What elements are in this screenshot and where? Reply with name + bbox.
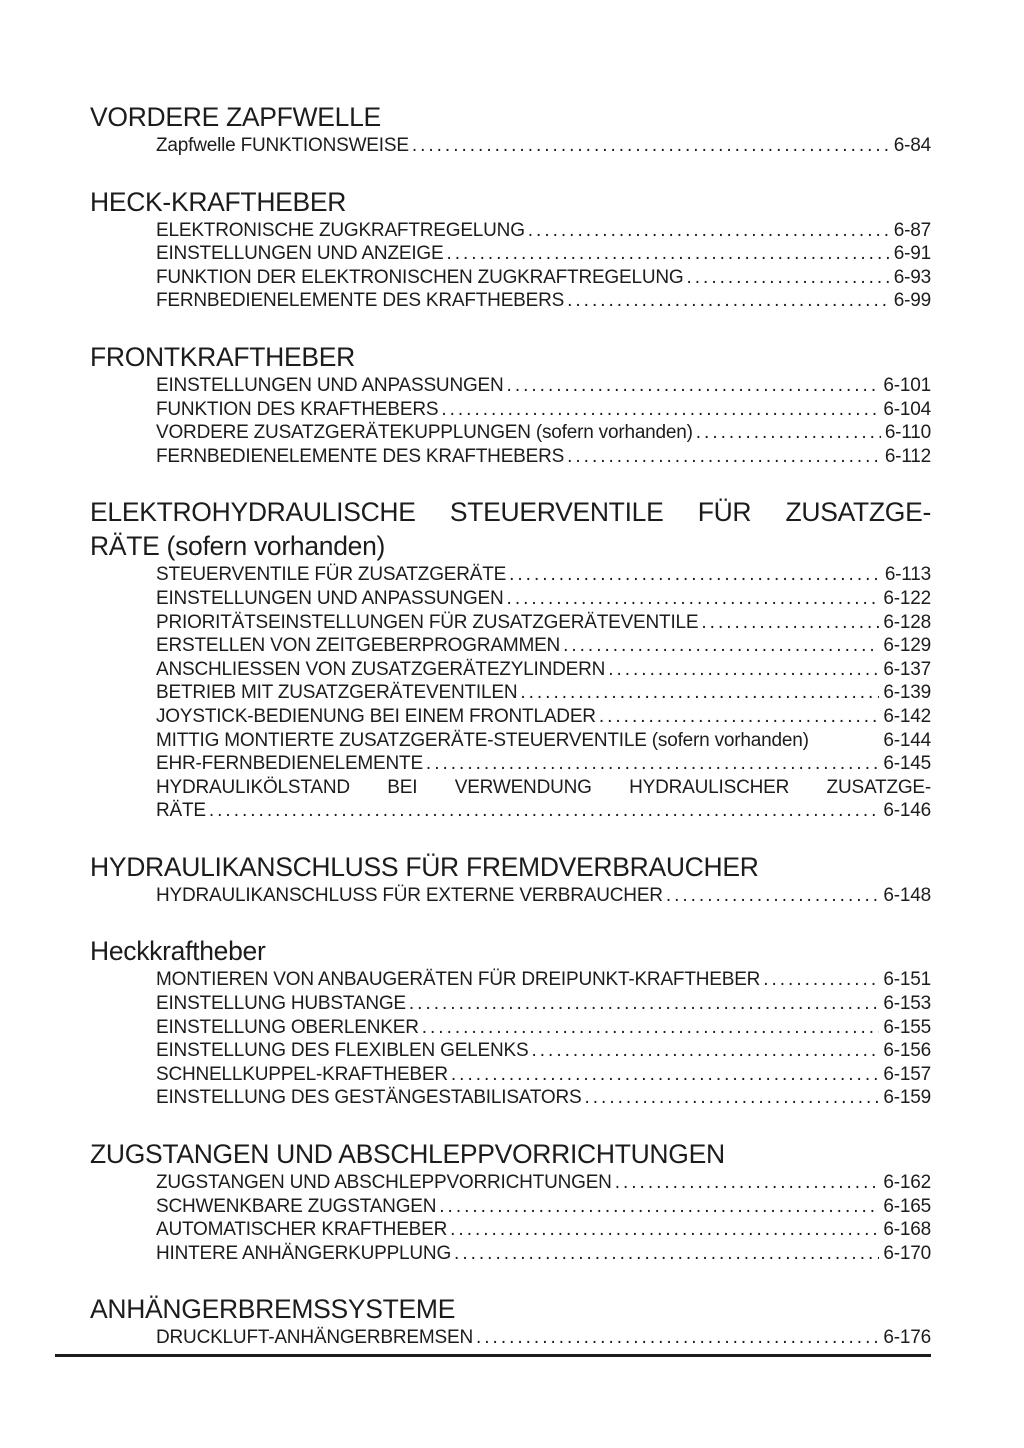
entry-row (156, 799, 931, 823)
entry-page-number: 6-148 (883, 884, 931, 906)
entry-label: EINSTELLUNGEN UND ANPASSUNGEN (156, 587, 504, 609)
entry-label: ERSTELLEN VON ZEITGEBERPROGRAMMEN (156, 635, 561, 657)
entry-leader-dots (528, 219, 890, 243)
entry-label: JOYSTICK-BEDIENUNG BEI EINEM FRONTLADER (156, 705, 596, 727)
entry-label: MITTIG MONTIERTE ZUSATZGERÄTE-STEUERVENTILE (sofern vorhanden) (156, 729, 809, 751)
entry-label: ANSCHLIESSEN VON ZUSATZGERÄTEZYLINDERN (156, 658, 606, 680)
entry-leader-dots (441, 398, 879, 422)
entry-leader-dots (412, 134, 890, 158)
entry-label: PRIORITÄTSEINSTELLUNGEN FÜR ZUSATZGERÄTEVENTILE (156, 611, 699, 633)
entry-page-number: 6-156 (883, 1040, 931, 1062)
entry-leader-dots (476, 1326, 879, 1350)
section-heading-line: Heckkraftheber (90, 936, 266, 967)
toc-entry (156, 992, 931, 1016)
section-heading (90, 934, 931, 968)
toc-entry (156, 968, 931, 992)
section-heading (90, 100, 931, 134)
entry-leader-dots (520, 681, 879, 705)
entry-row (156, 681, 931, 705)
entry-row (156, 289, 931, 313)
entry-row (156, 398, 931, 422)
toc-section (90, 495, 931, 823)
section-entries (156, 563, 931, 823)
entry-leader-dots (666, 884, 880, 908)
entry-leader-dots (422, 1016, 880, 1040)
section-heading (90, 1137, 931, 1171)
section-heading-line: FRONTKRAFTHEBER (90, 341, 355, 372)
section-heading-line: VORDERE ZAPFWELLE (90, 102, 381, 132)
entry-row (156, 134, 931, 158)
entry-page-number: 6-170 (883, 1242, 931, 1264)
entry-row (156, 611, 931, 635)
section-entries (156, 134, 931, 158)
entry-page-number: 6-128 (883, 611, 931, 633)
section-heading-line: HYDRAULIKANSCHLUSS FÜR FREMDVERBRAUCHER (90, 851, 759, 882)
entry-page-number: 6-176 (883, 1327, 931, 1349)
entry-row (156, 1242, 931, 1266)
entry-page-number: 6-84 (893, 135, 931, 156)
entry-row (156, 587, 931, 611)
entry-row (156, 219, 931, 243)
entry-page-number: 6-101 (883, 374, 931, 396)
toc-entry (156, 729, 931, 753)
toc (90, 100, 931, 1377)
section-heading (90, 495, 931, 563)
entry-leader-dots (585, 1086, 880, 1110)
section-heading (90, 185, 931, 219)
entry-label: SCHNELLKUPPEL-KRAFTHEBER (156, 1063, 448, 1085)
entry-page-number: 6-139 (883, 682, 931, 704)
toc-entry (156, 1086, 931, 1110)
entry-row (156, 1039, 931, 1063)
entry-leader-dots (507, 587, 880, 611)
entry-leader-dots (439, 1195, 879, 1219)
entry-label: ELEKTRONISCHE ZUGKRAFTREGELUNG (156, 219, 525, 241)
entry-leader-dots (567, 289, 890, 313)
entry-label: EINSTELLUNG DES FLEXIBLEN GELENKS (156, 1040, 529, 1062)
toc-entry (156, 289, 931, 313)
entry-page-number: 6-162 (883, 1172, 931, 1194)
entry-label: SCHWENKBARE ZUGSTANGEN (156, 1195, 437, 1217)
entry-page-number: 6-104 (883, 398, 931, 420)
entry-row (156, 1063, 931, 1087)
toc-entry (156, 219, 931, 243)
entry-row (156, 1326, 931, 1350)
entry-leader-dots (450, 1218, 879, 1242)
entry-row (156, 705, 931, 729)
entry-label: EHR-FERNBEDIENELEMENTE (156, 753, 423, 775)
section-heading-line: RÄTE (sofern vorhanden) (90, 531, 386, 562)
entry-label: MONTIEREN VON ANBAUGERÄTEN FÜR DREIPUNKT-KRAFTHEBER (156, 969, 761, 991)
toc-entry (156, 611, 931, 635)
entry-leader-dots (686, 266, 889, 290)
entry-label: EINSTELLUNGEN UND ANZEIGE (156, 243, 444, 265)
toc-section (90, 100, 931, 158)
entry-row (156, 1086, 931, 1110)
toc-entry (156, 134, 931, 158)
entry-leader-dots (446, 242, 889, 266)
entry-page-number: 6-142 (883, 705, 931, 727)
entry-page-number: 6-146 (883, 800, 931, 822)
section-heading-line: ANHÄNGERBREMSSYSTEME (90, 1294, 456, 1325)
entry-leader-dots (763, 968, 879, 992)
toc-entry (156, 634, 931, 658)
entry-label: EINSTELLUNG HUBSTANGE (156, 993, 406, 1015)
section-heading-line: HECK-KRAFTHEBER (90, 186, 347, 217)
section-heading-line: ZUGSTANGEN UND ABSCHLEPPVORRICHTUNGEN (90, 1139, 725, 1170)
toc-entry (156, 1326, 931, 1350)
entry-label: AUTOMATISCHER KRAFTHEBER (156, 1219, 448, 1241)
entry-page-number: 6-144 (883, 729, 931, 751)
entry-row (156, 1218, 931, 1242)
entry-page-number: 6-168 (883, 1219, 931, 1241)
entry-row (156, 658, 931, 682)
entry-page-number: 6-155 (883, 1016, 931, 1038)
entry-label: STEUERVENTILE FÜR ZUSATZGERÄTE (156, 564, 507, 586)
entry-row (156, 242, 931, 266)
entry-leader-dots (701, 611, 879, 635)
section-entries (156, 968, 931, 1110)
toc-entry (156, 752, 931, 776)
toc-section (90, 1137, 931, 1265)
entry-row (156, 445, 931, 469)
section-heading (90, 1292, 931, 1326)
entry-row (156, 421, 931, 445)
toc-section (90, 934, 931, 1110)
entry-leader-dots (451, 1063, 880, 1087)
toc-section (90, 1292, 931, 1350)
entry-page-number: 6-93 (893, 266, 931, 288)
toc-entry (156, 445, 931, 469)
entry-label: Zapfwelle FUNKTIONSWEISE (156, 135, 409, 156)
toc-entry (156, 587, 931, 611)
entry-row (156, 992, 931, 1016)
entry-label: FUNKTION DES KRAFTHEBERS (156, 398, 439, 420)
entry-row (156, 752, 931, 776)
toc-section (90, 340, 931, 468)
entry-leader-dots (531, 1039, 879, 1063)
section-entries (156, 374, 931, 468)
entry-leader-dots (608, 658, 879, 682)
entry-label: EINSTELLUNG DES GESTÄNGESTABILISATORS (156, 1087, 582, 1109)
entry-page-number: 6-153 (883, 993, 931, 1015)
entry-leader-dots (599, 705, 880, 729)
entry-page-number: 6-157 (883, 1063, 931, 1085)
entry-leader-dots (507, 374, 880, 398)
entry-page-number: 6-110 (884, 422, 931, 444)
entry-row (156, 729, 931, 753)
entry-page-number: 6-113 (884, 564, 931, 586)
entry-leader-dots (615, 1171, 880, 1195)
entry-leader-dots (454, 1242, 879, 1266)
entry-row (156, 374, 931, 398)
entry-page-number: 6-122 (883, 587, 931, 609)
entry-row (156, 266, 931, 290)
toc-entry (156, 1039, 931, 1063)
section-entries (156, 884, 931, 908)
toc-entry (156, 1195, 931, 1219)
entry-label: EINSTELLUNG OBERLENKER (156, 1016, 419, 1038)
entry-page-number: 6-129 (883, 635, 931, 657)
entry-page-number: 6-87 (893, 219, 931, 241)
toc-entry (156, 1016, 931, 1040)
entry-page-number: 6-137 (883, 658, 931, 680)
section-heading-line: ELEKTROHYDRAULISCHE STEUERVENTILE FÜR ZUSATZGE- (90, 497, 931, 528)
entry-leader-dots (567, 445, 881, 469)
footer-rule (55, 1354, 931, 1357)
entry-page-number: 6-112 (884, 445, 931, 467)
toc-entry (156, 1063, 931, 1087)
entry-page-number: 6-165 (883, 1195, 931, 1217)
entry-page-number: 6-159 (883, 1087, 931, 1109)
section-entries (156, 219, 931, 313)
toc-entry (156, 421, 931, 445)
entry-label: ZUGSTANGEN UND ABSCHLEPPVORRICHTUNGEN (156, 1172, 612, 1194)
toc-section (90, 185, 931, 313)
entry-row (156, 1016, 931, 1040)
section-heading (90, 340, 931, 374)
entry-row (156, 1195, 931, 1219)
toc-entry (156, 884, 931, 908)
entry-label: FUNKTION DER ELEKTRONISCHEN ZUGKRAFTREGELUNG (156, 266, 684, 288)
entry-page-number: 6-99 (893, 290, 931, 312)
entry-leader-dots (563, 634, 879, 658)
entry-label: BETRIEB MIT ZUSATZGERÄTEVENTILEN (156, 682, 518, 704)
entry-label: EINSTELLUNGEN UND ANPASSUNGEN (156, 374, 504, 396)
entry-page-number: 6-145 (883, 753, 931, 775)
entry-leader-dots (426, 752, 879, 776)
entry-label: DRUCKLUFT-ANHÄNGERBREMSEN (156, 1327, 473, 1349)
entry-label: HINTERE ANHÄNGERKUPPLUNG (156, 1242, 452, 1264)
section-entries (156, 1326, 931, 1350)
toc-entry (156, 1218, 931, 1242)
entry-label: HYDRAULIKANSCHLUSS FÜR EXTERNE VERBRAUCHER (156, 884, 663, 906)
entry-leader-dots (409, 992, 880, 1016)
toc-entry (156, 1242, 931, 1266)
entry-page-number: 6-151 (883, 969, 931, 991)
toc-entry (156, 374, 931, 398)
toc-entry (156, 1171, 931, 1195)
toc-entry (156, 658, 931, 682)
section-entries (156, 1171, 931, 1265)
entry-label: FERNBEDIENELEMENTE DES KRAFTHEBERS (156, 290, 565, 312)
toc-section (90, 850, 931, 908)
entry-row (156, 968, 931, 992)
toc-entry (156, 563, 931, 587)
entry-row (156, 634, 931, 658)
toc-entry (156, 266, 931, 290)
entry-label: VORDERE ZUSATZGERÄTEKUPPLUNGEN (sofern vorhanden) (156, 422, 693, 444)
entry-leader-dots (509, 563, 881, 587)
entry-row (156, 884, 931, 908)
section-heading (90, 850, 931, 884)
entry-row (156, 1171, 931, 1195)
entry-leader-dots (696, 421, 881, 445)
entry-leader-dots (209, 799, 880, 823)
entry-label: RÄTE (156, 800, 206, 822)
toc-entry (156, 681, 931, 705)
toc-entry (156, 398, 931, 422)
entry-page-number: 6-91 (893, 243, 931, 265)
toc-entry (156, 705, 931, 729)
entry-row (156, 563, 931, 587)
toc-entry (156, 776, 931, 823)
entry-label-line: HYDRAULIKÖLSTAND BEI VERWENDUNG HYDRAULISCHER ZUSATZGE- (156, 776, 931, 798)
toc-entry (156, 242, 931, 266)
entry-label: FERNBEDIENELEMENTE DES KRAFTHEBERS (156, 445, 565, 467)
